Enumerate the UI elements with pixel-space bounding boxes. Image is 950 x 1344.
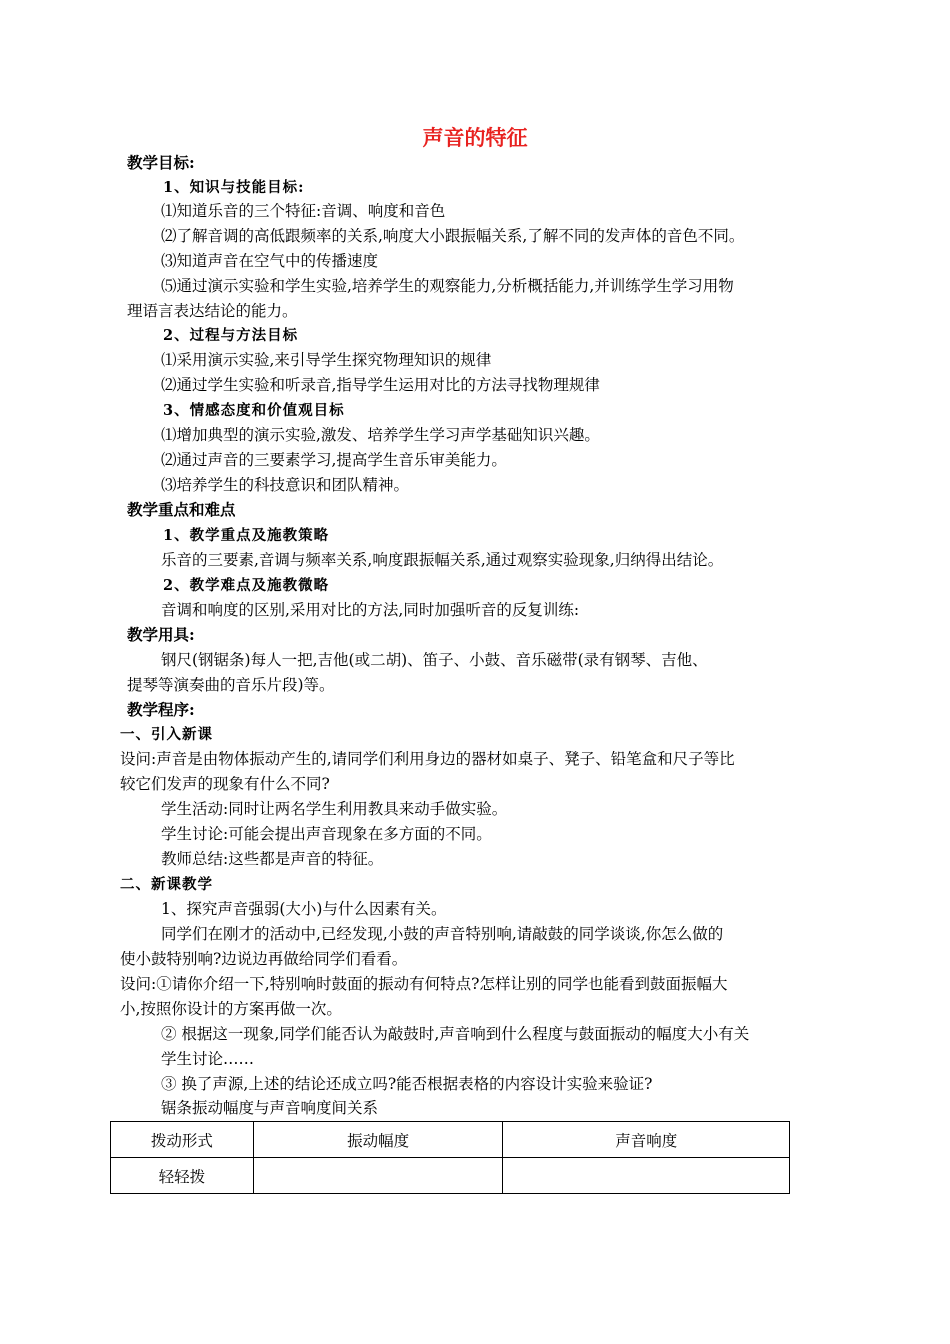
keypoints-paragraph: 乐音的三要素,音调与频率关系,响度跟振幅关系,通过观察实验现象,归纳得出结论。 [161, 551, 724, 569]
part1-line: 教师总结:这些都是声音的特征。 [161, 850, 384, 868]
table-header-cell: 声音响度 [503, 1122, 790, 1158]
part1-line: 学生讨论:可能会提出声音现象在多方面的不同。 [161, 825, 492, 843]
table-cell [253, 1158, 503, 1194]
part2-line: 使小鼓特别响?边说边再做给同学们看看。 [120, 950, 408, 968]
page-title: 声音的特征 [422, 125, 528, 150]
table-cell [503, 1158, 790, 1194]
goal-item: ⑴知道乐音的三个特征:音调、响度和音色 [161, 202, 446, 220]
tools-line: 钢尺(钢锯条)每人一把,吉他(或二胡)、笛子、小鼓、音乐磁带(录有钢琴、吉他、 [161, 651, 708, 669]
table-row [111, 1158, 790, 1194]
goals-sub1: 1、知识与技能目标: [163, 179, 305, 196]
goals-sub2: 2、过程与方法目标 [163, 327, 299, 344]
part1-heading: 一、引入新课 [120, 726, 213, 743]
tools-heading: 教学用具: [127, 625, 195, 644]
part2-line: ② 根据这一现象,同学们能否认为敲鼓时,声音响到什么程度与鼓面振动的幅度大小有关 [161, 1025, 750, 1043]
part1-line: 较它们发声的现象有什么不同? [120, 775, 330, 793]
part2-line: 小,按照你设计的方案再做一次。 [120, 1000, 342, 1018]
goal-item: ⑴采用演示实验,来引导学生探究物理知识的规律 [161, 351, 492, 369]
tools-line: 提琴等演奏曲的音乐片段)等。 [127, 676, 335, 694]
part1-line: 学生活动:同时让两名学生利用教具来动手做实验。 [161, 800, 508, 818]
part2-line: 1、探究声音强弱(大小)与什么因素有关。 [161, 900, 447, 918]
goal-item: ⑵通过学生实验和听录音,指导学生运用对比的方法寻找物理规律 [161, 376, 600, 394]
goal-item: ⑶培养学生的科技意识和团队精神。 [161, 476, 410, 494]
goal-item: ⑵了解音调的高低跟频率的关系,响度大小跟振幅关系,了解不同的发声体的音色不同。 [161, 227, 745, 245]
keypoints-sub2: 2、教学难点及施教微略 [163, 577, 330, 594]
procedure-heading: 教学程序: [127, 700, 195, 719]
part2-heading: 二、新课教学 [120, 876, 213, 893]
part2-line: ③ 换了声源,上述的结论还成立吗?能否根据表格的内容设计实验来验证? [161, 1075, 653, 1093]
table-header-row [111, 1122, 790, 1158]
goal-item: ⑶知道声音在空气中的传播速度 [161, 252, 379, 270]
keypoints-heading: 教学重点和难点 [127, 500, 236, 519]
data-table [110, 1121, 790, 1194]
goals-heading: 教学目标: [127, 153, 195, 172]
keypoints-sub1: 1、教学重点及施教策略 [163, 527, 330, 544]
keypoints-paragraph: 音调和响度的区别,采用对比的方法,同时加强听音的反复训练: [161, 601, 580, 619]
part2-line: 同学们在刚才的活动中,已经发现,小鼓的声音特别响,请敲鼓的同学谈谈,你怎么做的 [161, 925, 724, 943]
table-caption: 锯条振动幅度与声音响度间关系 [161, 1099, 379, 1117]
goal-item: ⑸通过演示实验和学生实验,培养学生的观察能力,分析概括能力,并训练学生学习用物 [161, 277, 734, 295]
part2-line: 设问:①请你介绍一下,特别响时鼓面的振动有何特点?怎样让别的同学也能看到鼓面振幅大 [120, 975, 728, 993]
goal-item: ⑵通过声音的三要素学习,提高学生音乐审美能力。 [161, 451, 507, 469]
part2-line: 学生讨论…… [161, 1050, 255, 1068]
table-cell: 轻轻拨 [111, 1158, 254, 1194]
table-header-cell: 拨动形式 [111, 1122, 254, 1158]
goals-sub3: 3、情感态度和价值观目标 [163, 402, 345, 419]
part1-line: 设问:声音是由物体振动产生的,请同学们利用身边的器材如桌子、凳子、铅笔盒和尺子等比 [120, 750, 735, 768]
goal-item: ⑴增加典型的演示实验,激发、培养学生学习声学基础知识兴趣。 [161, 426, 600, 444]
table-header-cell: 振动幅度 [253, 1122, 503, 1158]
goal-item: 理语言表达结论的能力。 [127, 302, 298, 320]
